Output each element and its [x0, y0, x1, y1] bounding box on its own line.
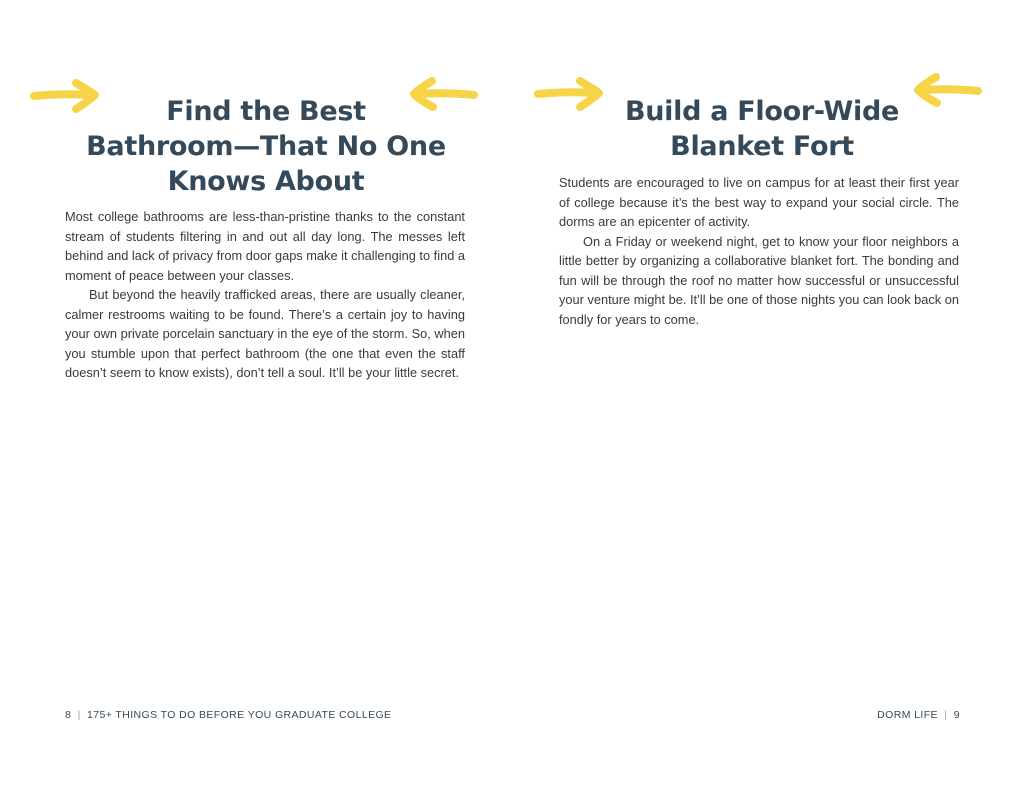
- title-line: Find the Best: [166, 96, 366, 128]
- paragraph: Students are encouraged to live on campus for at least their first year of college because it’s the best way to expand your social circle. The dorms are an epicenter of activity.: [559, 175, 959, 229]
- article-body: [65, 207, 465, 383]
- title-line: Blanket Fort: [670, 131, 854, 163]
- page-title: [592, 94, 932, 164]
- paragraph: But beyond the heavily trafficked areas, there are usually cleaner, calmer restrooms waiting to be found. There’s a certain joy to having your own private porcelain sanctuary in the eye of the storm. So, when you stumble upon that perfect bathroom (the one that even the staff doesn’t seem to know exists), don’t tell a soul. It’ll be your little secret.: [65, 287, 465, 380]
- page-title: [80, 94, 452, 199]
- page-number: 8: [65, 709, 72, 721]
- title-line: Knows About: [167, 166, 365, 198]
- arrow-left-icon: [910, 72, 984, 108]
- paragraph: On a Friday or weekend night, get to know your floor neighbors a little better by organizing a collaborative blanket fort. The bonding and fun will be through the roof no matter how successful or unsuccessful your venture might be. It’ll be one of those nights you can look back on fondly for years to come.: [559, 233, 959, 327]
- paragraph: Most college bathrooms are less-than-pristine thanks to the constant stream of students filtering in and out all day long. The messes left behind and lack of privacy from door gaps make it challenging to find a moment of peace between your classes.: [65, 209, 465, 283]
- article-body: [559, 173, 959, 329]
- folio-separator: |: [77, 709, 81, 721]
- page-number: 9: [953, 709, 960, 721]
- title-line: Build a Floor-Wide: [624, 96, 900, 128]
- page-footer: [877, 709, 960, 721]
- running-title: 175+ THINGS TO DO BEFORE YOU GRADUATE COLLEGE: [87, 709, 392, 721]
- folio-separator: |: [944, 709, 948, 721]
- title-line: Bathroom—That No One: [86, 131, 446, 163]
- running-title: DORM LIFE: [877, 709, 938, 721]
- arrow-left-icon: [406, 76, 480, 112]
- page-footer: [65, 709, 391, 721]
- right-page: [512, 0, 1024, 785]
